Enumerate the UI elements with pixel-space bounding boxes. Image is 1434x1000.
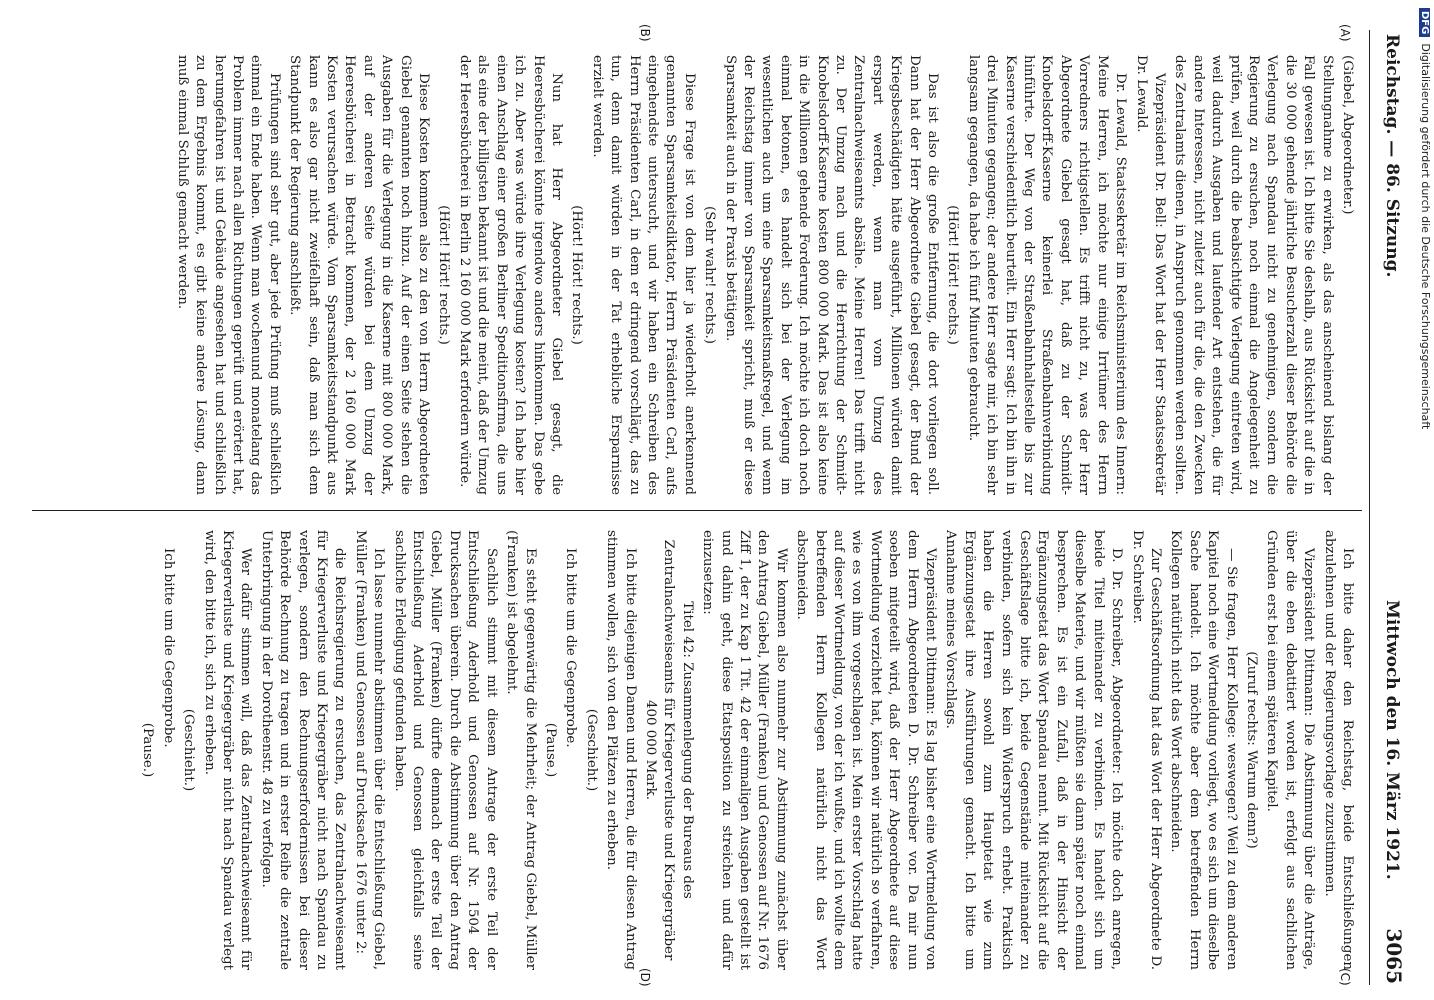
paragraph: Ich bitte daher den Reichstag, beide Entschließungen abzulehnen und der Regierungsvorlage zuzustimmen.: [1321, 530, 1355, 970]
interjection: (Pause.): [140, 722, 156, 778]
paragraph: Wir kommen also nunmehr zur Abstimmung zunächst über den Antrag Giebel, Müller (Franken) und Genossen auf Nr. 1676 Ziff 1, der zu Kap 1 Tit. 42 der einmaligen Ausgaben gestellt ist und dahin geht, diese Etatsposition zu streichen und dafür einzusetzen:: [700, 530, 789, 970]
motion-text: die Reichsregierung zu ersuchen, das Zentralnachweiseamt für Kriegerverluste und Kriegergräber nicht nach Spandau zu verlegen, sondern den Rechnungserfordernissen bei dieser Behörde Rechnung zu tragen und in erster Reihe die zentrale Unterbringung in der Dorotheenstr. 48 zu verfolgen.: [258, 530, 348, 970]
header-session: Reichstag. — 86. Sitzung.: [1382, 34, 1402, 278]
motion-text: Titel 42: Zusammenlegung der Bureaus des Zentralnachweiseamts für Kriegerverluste und Kriegergräber 400 000 Mark.: [642, 539, 695, 961]
digitization-credit: [1414, 8, 1432, 988]
paragraph: Sachlich stimmt mit diesem Antrage der erste Teil der Entschließung Aderhold und Genossen auf Nr. 1504 der Drucksachen überein. Durch die Abstimmung über den Antrag Giebel, Müller (Franken) dürfte demnach der erste Teil der Entschließung Aderhold und Genossen gleichfalls seine sachliche Erledigung gefunden haben.: [391, 530, 499, 970]
paragraph: Es steht gegenwärtig die Mehrheit; der Antrag Giebel, Müller (Franken) ist abgelehnt.: [504, 530, 538, 970]
credit-text: Digitalisierung gefördert durch die Deutsche Forschungsgemeinschaft: [1419, 43, 1432, 430]
margin-letter-b: (B): [638, 24, 652, 42]
paragraph: Vizepräsident Dittmann: Die Abstimmung über die Anträge, über die eben debattiert worden ist, erfolgt aus sachlichen Gründen erst bei einem späteren Kapitel.: [1264, 530, 1317, 970]
interjection: (Sehr wahr! rechts.): [702, 206, 718, 344]
paragraph: Nun hat Herr Abgeordneter Giebel gesagt, die Heeresbücherei könnte irgendwo anders hinkommen. Das gebe ich zu. Aber was würde ihre Verlegung kosten? Ich habe hier einen Anschlag einer großen Berliner Speditionsfirma, die uns als eine der billigsten bekannt ist und die meint, daß der Umzug der Heeresbücherei in Berlin 2 160 000 Mark erfordern würde.: [456, 55, 564, 495]
header-rule: [1369, 30, 1370, 985]
interjection: (Hört! Hört! rechts.): [569, 205, 585, 345]
paragraph: Ich lasse nunmehr abstimmen über die Entschließung Giebel, Müller (Franken) und Genossen auf Drucksache 1676 unter 2:: [352, 530, 387, 970]
paragraph: Wer dafür stimmen will, daß das Zentralnachweiseamt für Kriegerverluste und Kriegergräber nicht nach Spandau verlegt wird, den bitte ich, sich zu erheben.: [201, 530, 254, 970]
interjection: (Hört! Hört! rechts.): [436, 205, 452, 345]
paragraph: Das ist also die große Entfernung, die dort vorliegen soll. Dann hat der Herr Abgeordnete Giebel gesagt, der Bund der Kriegsbeschädigten hätte ausgeführt, Millionen würden damit erspart werden, wenn man vom Umzug des Zentralnachweiseamts absähe. Meine Herren! Das trifft nicht zu. Der Umzug nach und die Herrichtung der Schmidt-Knobelsdorff-Kaserne kosten 800 000 Mark. Das ist also keine in die Millionen gehende Forderung. Ich möchte ich doch noch einmal betonen, es handelt sich bei der Verlegung im wesentlichen auch um eine Sparsamkeitsmaßregel, und wenn der Reichstag immer von Sparsamkeit spricht, muß er diese Sparsamkeit auch in der Praxis betätigen.: [722, 55, 941, 495]
paragraph: Vizepräsident Dr. Bell: Das Wort hat der Herr Staatssekretär Dr. Lewald.: [1133, 55, 1167, 495]
margin-letter-d: (D): [638, 968, 652, 987]
interjection: (Pause.): [542, 722, 558, 778]
header-date: Mittwoch den 16. März 1921.: [1382, 600, 1402, 880]
paragraph: (Giebel, Abgeordneter.): [1340, 55, 1355, 215]
margin-letter-c: (C): [1338, 968, 1352, 986]
paragraph: Stellungnahme zu erwirken, als das anscheinend bislang der Fall gewesen ist. Ich bitte Sie deshalb, aus Rücksicht auf die in die 30 000 gehende jährliche Besucherzahl dieser Behörde die Verlegung nach Spandau nicht zu genehmigen, sondern die Regierung zu ersuchen, noch einmal die Angelegenheit zu prüfen, weil durch die beabsichtigte Verlegung eintreten wird, weil dadurch Ausgaben und laufender Art entstehen, die für andere Interessen, nicht zuletzt auch für die, die den Zwecken des Zentralamts dienen, in Anspruch genommen werden sollten.: [1172, 55, 1335, 495]
right-column: [26, 530, 1356, 970]
dfg-logo: DFG: [1419, 8, 1430, 37]
paragraph: Zur Geschäftsordnung hat das Wort der Herr Abgeordnete D. Dr. Schreiber.: [1129, 530, 1163, 970]
paragraph: Ich bitte um die Gegenprobe.: [563, 548, 579, 748]
paragraph: D. Dr. Schreiber, Abgeordneter: Ich möchte doch anregen, beide Titel miteinander zu verbinden. Es handelt sich um dieselbe Materie, und wir müßten sie dann später noch einmal besprechen. Es ist ein Zufall, daß in der Hinsicht der Ergänzungsetat das Wort Spandau nennt. Mit Rücksicht auf die Geschäftslage bitte ich, beide Gegenstände miteinander zu verbinden, sofern sich kein Widerspruch erhebt. Praktisch haben die Herren sowohl zum Hauptetat wie zum Ergänzungsetat ihre Ausführungen gemacht. Ich bitte um Annahme meines Vorschlags.: [943, 530, 1125, 970]
paragraph: Vizepräsident Dittmann: Es lag bisher eine Wortmeldung von dem Herrn Abgeordneten D. Dr. Schreiber vor. Da mir nun soeben mitgeteilt wird, daß der Herr Abgeordnete auf diese Wortmeldung verzichtet hat, können wir natürlich so verfahren, wie es von ihm vorgeschlagen ist. Mein erster Vorschlag hatte auf dieser Wortmeldung, von der ich wußte, und ich wollte dem betreffenden Herrn Kollegen natürlich nicht das Wort abschneiden.: [794, 530, 939, 970]
paragraph: Ich bitte diejenigen Damen und Herren, die für diesen Antrag stimmen wollen, sich von den Plätzen zu erheben.: [604, 530, 638, 970]
paragraph: Diese Kosten kommen also zu den von Herrn Abgeordneten Giebel genannten noch hinzu. Auf der einen Seite stehen die Ausgaben für die Verlegung in die Kaserne mit 800 000 Mark, auf der anderen Seite würden bei dem Umzug der Heeresbücherei in Betracht kommen, der 2 160 000 Mark Kosten verursachen würde. Vom Sparsamkeitsstandpunkt aus kann es also gar nicht zweifelhaft sein, daß man sich dem Standpunkt der Regierung anschließt.: [287, 55, 432, 495]
paragraph: Ich bitte um die Gegenprobe.: [160, 548, 176, 748]
left-column: [26, 55, 1356, 495]
paragraph: Dr. Lewald, Staatssekretär im Reichsministerium des Innern: Meine Herren, ich möchte nur einige Irrtümer des Herrn Vorredners richtigstellen. Es trifft nicht zu, was der Herr Abgeordnete Giebel gesagt hat, daß zu der Schmidt-Knobelsdorff-Kaserne keinerlei Straßenbahnverbindung hinführte. Der Weg von der Straßenbahnhaltestelle bis zur Kaserne verschiedentlich beurteilt. Ein Herr sagt: Ich bin ihn in drei Minuten gegangen; der andere Herr sagte mir, ich bin sehr langsam gegangen, da habe ich fünf Minuten gebraucht.: [965, 55, 1129, 495]
interjection: (Zuruf rechts: Warum denn?): [1243, 651, 1259, 849]
paragraph: Diese Frage ist von dem hier ja wiederholt anerkennend genannten Sparsamkeitsdiktator, Herrn Präsidenten Carl, aufs eingehendste untersucht, und wir haben ein Schreiben des Herrn Präsidenten Carl, in dem er dringend vorschlägt, das zu tun, denn damit würden in der Tat erhebliche Ersparnisse erzielt werden.: [589, 55, 697, 495]
paragraph: Prüfungen sind sehr gut, aber jede Prüfung muß schließlich einmal ein Ende haben. Wenn man wochenund monatelang das Problem immer nach allen Richtungen geprüft und erörtert hat, herumgefahren ist und Gebäude angesehen hat und schließlich zu dem Ergebnis kommt, es gibt keine andere Lösung, dann muß einmal Schluß gemacht werden.: [174, 55, 282, 495]
column-divider: [32, 510, 1362, 511]
interjection: (Geschieht.): [181, 708, 197, 792]
margin-letter-a: (A): [1338, 24, 1352, 42]
document-page: [12, 10, 1412, 990]
interjection: (Hört! Hört! rechts.): [945, 205, 961, 345]
interjection: (Geschieht.): [583, 708, 599, 792]
page-header: [1372, 10, 1412, 990]
page-number: 3065: [1382, 928, 1406, 984]
paragraph: — Sie fragen, Herr Kollege: weswegen? Weil zu dem anderen Kapitel noch eine Wortmeldung vorliegt, wo es sich um dieselbe Sache handelt. Ich möchte aber dem betreffenden Herrn Kollegen natürlich nicht das Wort abschneiden.: [1168, 530, 1239, 970]
